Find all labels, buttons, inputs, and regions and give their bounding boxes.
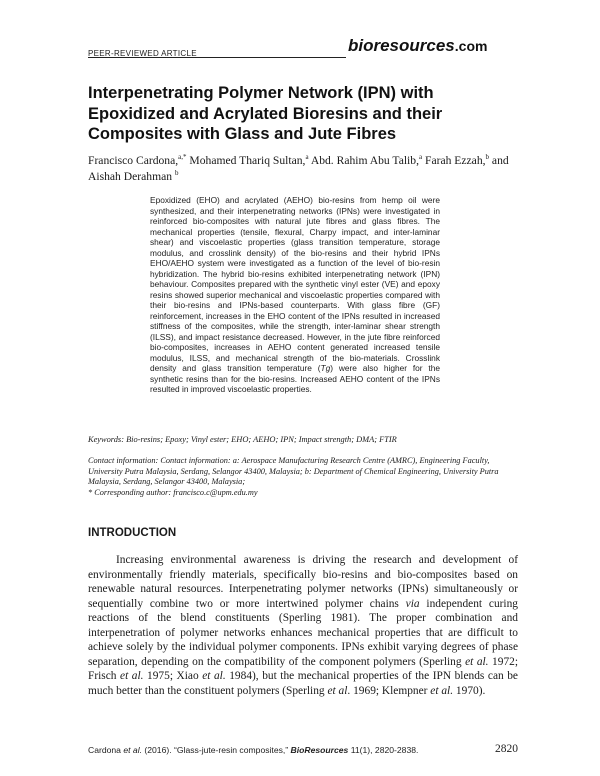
footer-journal: BioResources <box>290 745 349 755</box>
footer-italic: et al. <box>123 745 142 755</box>
author-name: Abd. Rahim Abu Talib, <box>310 154 419 167</box>
journal-brand[interactable] <box>348 36 487 56</box>
header-rule <box>88 57 346 58</box>
abstract <box>150 195 440 395</box>
page-number: 2820 <box>495 743 518 755</box>
author-affiliation: a <box>305 153 309 162</box>
brand-tld: .com <box>454 38 488 54</box>
intro-text: 1970). <box>453 684 486 697</box>
author-affiliation: a,* <box>178 153 187 162</box>
intro-italic: et al. <box>202 670 226 682</box>
intro-text: . 1969; Klempner <box>347 684 431 697</box>
author-name: and Aishah Derahman <box>88 154 509 183</box>
intro-text: Increasing environmental awareness is driving the research and development of environmentally friendly materials, specifically bio-resins and bio-composites based on renewable natural resources. Interpenetrating polymer networks (IPNs) simultaneously or sequentially combine two or more intertwined polymer chains <box>88 554 518 610</box>
author-name: Mohamed Thariq Sultan, <box>189 154 306 167</box>
article-title: Interpenetrating Polymer Network (IPN) with Epoxidized and Acrylated Bioresins and their Composites with Glass and Jute Fibres <box>88 84 443 143</box>
author-name: Farah Ezzah, <box>425 154 486 167</box>
brand-main: bioresources <box>348 36 455 55</box>
intro-italic: et al. <box>465 655 489 668</box>
author-name: Francisco Cardona, <box>88 154 179 167</box>
author-affiliation: b <box>174 168 179 177</box>
abstract-text-end: ) were also higher for the synthetic resins than for the bio-resins. Increased AEHO content of the IPNs resulted in improved viscoelastic properties. <box>150 363 440 394</box>
section-heading: INTRODUCTION <box>88 527 177 539</box>
abstract-text: Epoxidized (EHO) and acrylated (AEHO) bio-resins from hemp oil were synthesized, and their interpenetrating networks (IPNs) were investigated in reinforced bio-composites with natural jute fibres and glass fibres. The mechanical properties (tensile, flexural, Charpy impact, and inter-laminar shear) and viscoelastic properties (glass transition temperature, storage modulus, and crosslink density) of the bio-resins and their hybrid IPNs EHO/AEHO system were investigated as a function of the level of bio-resin hybridization. The hybrid bio-resins exhibited interpenetrating network (IPN) behaviour. Composites prepared with the synthetic vinyl ester (VE) and epoxy resins showed superior mechanical and viscoelastic properties compared with their bio-resins and IPNs-based counterparts. With glass fibre (GF) reinforcement, increases in the EHO content of the IPNs resulted in increased stiffness of the composites, while the strength, inter-laminar shear strength (ILSS), and impact resistance decreased. However, in the jute fibre reinforced bio-composites, increases in AEHO content generated increased tensile modulus, ILSS, and mechanical strength of the bio-materials. Crosslink density and glass transition temperature ( <box>150 195 440 373</box>
intro-text: 1975; Xiao <box>143 670 203 682</box>
introduction-paragraph <box>88 553 518 698</box>
contact-information <box>88 456 518 498</box>
intro-text: independent curing reactions of the blend constituents (Sperling 1981). The proper combination and interpenetration of polymer networks enhances mechanical properties that are difficult to achieve solely by the individual polymer components. IPNs exhibit varying degrees of phase separation, depending on the compatibility of the component polymers (Sperling <box>88 597 518 668</box>
intro-italic: et al. <box>120 670 144 682</box>
corresponding-author: * Corresponding author: francisco.c@upm.edu.my <box>88 487 258 497</box>
footer-text: 11(1), 2820-2838. <box>348 745 419 755</box>
footer-text: (2016). “Glass-jute-resin composites,” <box>142 745 291 755</box>
footer-citation <box>88 745 418 755</box>
author-affiliation: b <box>485 153 490 162</box>
footer-text: Cardona <box>88 745 124 755</box>
intro-italic: et al. <box>430 684 454 697</box>
intro-text: 1972; Frisch <box>88 655 519 682</box>
intro-italic: via <box>405 597 420 610</box>
abstract-tg: Tg <box>320 363 331 373</box>
author-list <box>88 153 518 184</box>
page-footer <box>88 745 518 755</box>
intro-italic: et al <box>327 684 348 697</box>
article-type-label: PEER-REVIEWED ARTICLE <box>88 49 197 58</box>
author-affiliation: a <box>418 153 423 162</box>
keywords: Keywords: Bio-resins; Epoxy; Vinyl ester; EHO; AEHO; IPN; Impact strength; DMA; FTIR <box>88 435 397 444</box>
intro-text: 1984), but the mechanical properties of the IPN blends can be much better than the constituent polymers (Sperling <box>88 670 518 697</box>
affiliations: Contact information: Contact information: a: Aerospace Manufacturing Research Centre (AMRC), Engineering Faculty, University Putra Malaysia, Serdang, Selangor 43400, Malaysia; b: Department of Chemical Engineering, University Putra Malaysia, Serdang, Selangor 43400, Malaysia; <box>88 456 499 486</box>
